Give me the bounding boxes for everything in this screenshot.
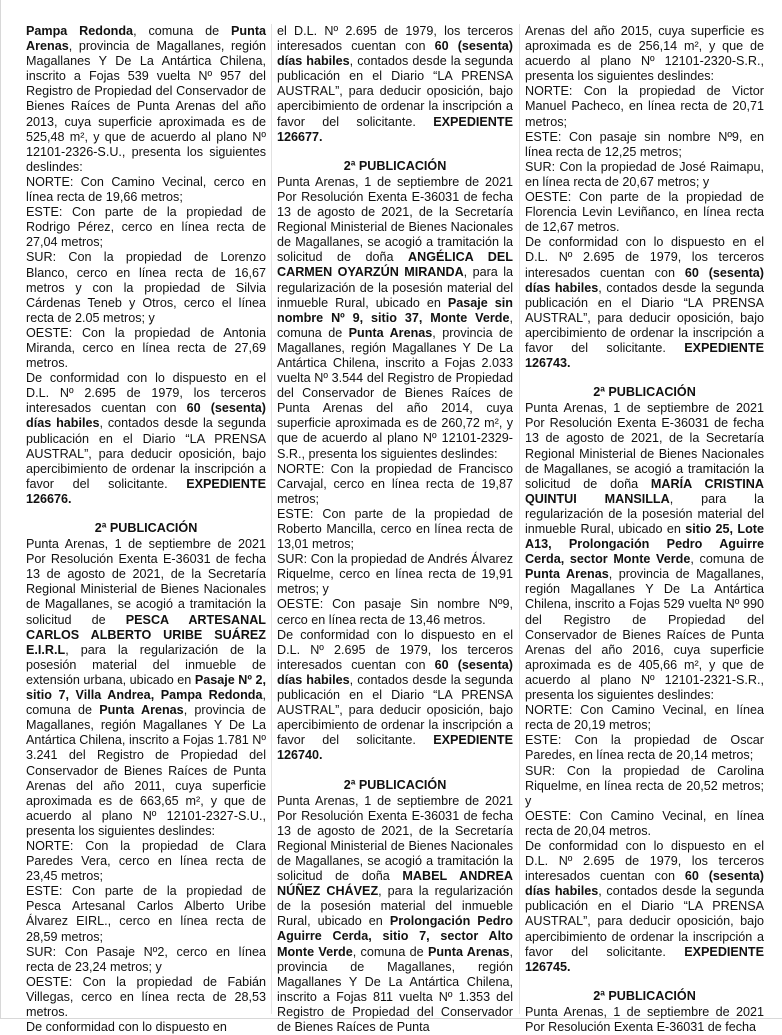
text-run: SUR: Con la propiedad de Lorenzo Blanco, cerco en línea recta de 16,67 metros y con la propiedad de Silvia Cárdenas Teneb y Otros, cerco el línea recta de 2.05 metros; y xyxy=(26,250,266,325)
text-run: , provincia de Magallanes, región Magallanes Y De La Antártica Chilena, inscrito a Fojas 2.033 vuelta Nº 3.544 del Registro de Propiedad del Conservador de Bienes Raíces de Punta Arenas del año 2014, cuya superficie aproximada es de 260,72 m², y que de acuerdo al plano Nº 12101-2329-S.R., presenta los siguientes deslindes: xyxy=(277,325,514,461)
text-run: , para la regularización de la posesión material del inmueble de extensión urbana, ubicado en xyxy=(26,642,266,687)
notice-paragraph xyxy=(525,160,764,190)
text-run: OESTE: Con Camino Vecinal, en línea recta de 20,04 metros. xyxy=(525,808,764,838)
text-run: , comuna de xyxy=(26,688,266,718)
notice-paragraph xyxy=(277,462,513,507)
text-run: , provincia de Magallanes, región Magallanes Y De La Antártica Chilena, inscrito a Fojas 529 vuelta Nº 990 del Registro de Propiedad del Conservador de Bienes Raíces de Punta Arenas del año 2016, cuya superficie aproximada es de 405,66 m², y que de acuerdo al plano Nº 12101-2321-S.R., presenta los siguientes deslindes: xyxy=(525,567,765,703)
text-run: , para la regularización de la posesión material del inmueble Rural, ubicado en xyxy=(277,884,513,929)
bold-text: PESCA ARTESANAL CARLOS ALBERTO URIBE SUÁREZ E.I.R.L xyxy=(26,612,266,657)
bold-text: Pampa Redonda xyxy=(26,24,134,38)
notice-paragraph xyxy=(525,733,764,763)
text-run: , comuna de xyxy=(133,24,232,38)
text-run: Punta Arenas, 1 de septiembre de 2021 Por Resolución Exenta E-36031 de fecha 13 de agosto de 2021, de la Secretaría Regional Ministerial de Bienes Nacionales de Magallanes, se acogió a tramitación la solicitud de doña xyxy=(277,174,513,265)
bold-text: EXPEDIENTE 126745. xyxy=(525,944,764,974)
bold-text: MABEL ANDREA NÚÑEZ CHÁVEZ xyxy=(277,869,514,899)
bold-text: EXPEDIENTE 126676. xyxy=(26,476,266,506)
notice-paragraph xyxy=(525,1005,764,1035)
bold-text: Punta Arenas xyxy=(348,325,433,340)
bold-text: 60 (sesenta) días habiles xyxy=(277,657,513,687)
notice-paragraph xyxy=(277,507,513,552)
notice-paragraph xyxy=(525,839,764,975)
text-run: , para la regularización de la posesión material del inmueble Rural, ubicado en xyxy=(277,265,513,310)
notice-paragraph xyxy=(525,703,764,733)
text-run: , contados desde la segunda publicación en el Diario “LA PRENSA AUSTRAL”, para deducir oposición, bajo apercibimiento de ordenar la inscripción a favor del solicitante. xyxy=(26,416,266,491)
notice-paragraph xyxy=(26,945,266,975)
text-run: De conformidad con lo dispuesto en el D.L. Nº 2.695 de 1979, los terceros interesados cuentan con xyxy=(525,838,764,884)
column-1 xyxy=(26,24,267,1035)
bold-text: Punta Arenas xyxy=(99,703,184,718)
column-3 xyxy=(525,24,765,1034)
bold-text: EXPEDIENTE 126677. xyxy=(277,114,513,144)
bold-text: Punta Arenas xyxy=(26,24,267,54)
section-heading: 2ª PUBLICACIÓN xyxy=(343,777,447,792)
bold-text: MARÍA CRISTINA QUINTUI MANSILLA xyxy=(525,476,764,506)
text-run: ESTE: Con la propiedad de Oscar Paredes, en línea recta de 20,14 metros; xyxy=(525,733,764,763)
bold-text: Punta Arenas xyxy=(525,567,609,582)
bold-text: 60 (sesenta) días habiles xyxy=(277,39,513,69)
notice-paragraph xyxy=(525,235,764,371)
section-heading: 2ª PUBLICACIÓN xyxy=(593,385,696,400)
text-run: De conformidad con lo dispuesto en el D.L. Nº 2.695 de 1979, los terceros interesados cuentan con xyxy=(525,235,764,280)
notice-paragraph xyxy=(277,175,513,462)
text-run: , provincia de Magallanes, región Magallanes Y De La Antártica Chilena, inscrito a Fojas 1.781 Nº 3.241 del Registro de Propiedad del Conservador de Bienes Raíces de Punta Arenas del año 2011, cuya superficie aproximada es de 663,65 m², y que de acuerdo al plano Nº 12101-2327-S.U., presenta los siguientes deslindes: xyxy=(26,703,267,838)
text-run: , provincia de Magallanes, región Magallanes Y De La Antártica Chilena, inscrito a Fojas 539 vuelta Nº 957 del Registro de Propiedad del Conservador de Bienes Raíces de Punta Arenas del año 2013, cuya superficie aproximada es de 525,48 m², y que de acuerdo al plano Nº 12101-2326-S.U., presenta los siguientes deslindes: xyxy=(26,39,266,174)
text-run: OESTE: Con la propiedad de Antonia Miranda, cerco en línea recta de 27,69 metros. xyxy=(26,325,266,371)
bold-text: Prolongación Pedro Aguirre Cerda, sitio 7, sector Alto Monte Verde xyxy=(277,914,513,959)
text-run: , contados desde la segunda publicación en el Diario “LA PRENSA AUSTRAL”, para deducir oposición, bajo apercibimiento de ordenar la inscripción a favor del solicitante. xyxy=(525,884,764,959)
text-run: SUR: Con la propiedad de José Raimapu, en línea recta de 20,67 metros; y xyxy=(525,159,764,189)
text-run: , comuna de xyxy=(690,552,765,567)
text-run: , comuna de xyxy=(352,944,428,959)
notice-paragraph xyxy=(525,24,764,84)
bold-text: sitio 25, Lote A13, Prolongación Pedro Aguirre Cerda, sector Monte Verde xyxy=(525,522,764,567)
notice-paragraph xyxy=(277,628,513,764)
text-run: Punta Arenas, 1 de septiembre de 2021 Por Resolución Exenta E-36031 de fecha 13 de agosto de 2021, de la Secretaría Regional Ministerial de Bienes Nacionales de Magallanes, se acogió a tramitación la solicitud de doña xyxy=(277,793,513,884)
notice-paragraph xyxy=(26,24,266,175)
text-run: ESTE: Con parte de la propiedad de Pesca Artesanal Carlos Alberto Uribe Álvarez EIRL., cerco en línea recta de 28,59 metros; xyxy=(26,884,266,944)
text-run: SUR: Con la propiedad de Carolina Riquelme, en línea recta de 20,52 metros; y xyxy=(525,763,764,808)
text-run: Arenas del año 2015, cuya superficie es aproximada es de 256,14 m², y que de acuerdo al plano Nº 12101-2320-S.R., presenta los siguientes deslindes: xyxy=(525,24,764,84)
bold-text: 60 (sesenta) días habiles xyxy=(525,869,764,899)
notice-paragraph xyxy=(525,809,764,839)
text-run: ESTE: Con pasaje sin nombre Nº9, en línea recta de 12,25 metros; xyxy=(525,129,764,159)
bold-text: Pasaje Nº 2, sitio 7, Villa Andrea, Pampa Redonda xyxy=(26,672,266,703)
text-run: ESTE: Con parte de la propiedad de Roberto Mancilla, cerco en línea recta de 13,01 metros; xyxy=(277,506,513,552)
text-run: , contados desde la segunda publicación en el Diario “LA PRENSA AUSTRAL”, para deducir oposición, bajo apercibimiento de ordenar la inscripción a favor del solicitante. xyxy=(277,54,513,129)
text-run: el D.L. Nº 2.695 de 1979, los terceros interesados cuentan con xyxy=(277,24,513,54)
text-run: SUR: Con Pasaje Nº2, cerco en línea recta de 23,24 metros; y xyxy=(26,944,266,974)
notice-paragraph xyxy=(26,884,266,944)
text-run: , contados desde la segunda publicación en el Diario “LA PRENSA AUSTRAL”, para deducir oposición, bajo apercibimiento de ordenar la inscripción a favor del solicitante. xyxy=(277,672,513,748)
text-run: De conformidad con lo dispuesto en el D.L. Nº 2.695 de 1979, los terceros interesados cuentan con xyxy=(277,627,513,672)
text-run: NORTE: Con la propiedad de Victor Manuel Pacheco, en línea recta de 20,71 metros; xyxy=(525,84,764,129)
text-run: , para la regularización de la posesión material del inmueble Rural, ubicado en xyxy=(525,491,764,536)
text-run: , contados desde la segunda publicación en el Diario “LA PRENSA AUSTRAL”, para deducir oposición, bajo apercibimiento de ordenar la inscripción a favor del solicitante. xyxy=(525,280,764,355)
notice-paragraph xyxy=(26,1020,266,1035)
notice-paragraph xyxy=(26,175,266,205)
text-run: De conformidad con lo dispuesto en xyxy=(26,1020,227,1035)
notice-paragraph xyxy=(277,24,513,145)
notice-paragraph xyxy=(26,250,266,325)
column-2 xyxy=(277,24,514,1034)
notice-paragraph xyxy=(277,552,513,597)
section-heading: 2ª PUBLICACIÓN xyxy=(343,158,447,173)
column-divider xyxy=(519,24,520,1014)
bold-text: Punta Arenas xyxy=(427,944,510,959)
text-run: Punta Arenas, 1 de septiembre de 2021 Por Resolución Exenta E-36031 de fecha 13 de agosto de 2021, de la Secretaría Regional Ministerial de Bienes Nacionales de Magallanes, se acogió a tramitación la solicitud de doña xyxy=(525,401,764,491)
bold-text: Pasaje sin nombre Nº 9, sitio 37, Monte Verde xyxy=(277,295,513,325)
notice-paragraph xyxy=(26,205,266,250)
text-run: SUR: Con la propiedad de Andrés Álvarez Riquelme, cerco en línea recta de 19,91 metros; y xyxy=(277,552,513,597)
text-run: Punta Arenas, 1 de septiembre de 2021 Por Resolución Exenta E-36031 de fecha xyxy=(525,1004,764,1034)
notice-paragraph xyxy=(525,84,764,129)
bold-text: 60 (sesenta) días habiles xyxy=(525,265,764,295)
notice-paragraph xyxy=(525,764,764,809)
notice-paragraph xyxy=(26,975,266,1020)
notice-paragraph xyxy=(26,326,266,371)
text-run: NORTE: Con Camino Vecinal, cerco en línea recta de 19,66 metros; xyxy=(26,174,266,205)
text-run: , provincia de Magallanes, región Magallanes Y De La Antártica Chilena, inscrito a Fojas 811 vuelta Nº 1.353 del Registro de Propiedad del Conservador de Bienes Raíces de Punta xyxy=(277,944,513,1034)
notice-paragraph xyxy=(525,401,764,703)
section-heading: 2ª PUBLICACIÓN xyxy=(593,988,696,1003)
section-heading: 2ª PUBLICACIÓN xyxy=(94,521,198,535)
notice-paragraph xyxy=(525,190,764,235)
bold-text: EXPEDIENTE 126740. xyxy=(277,733,513,763)
text-run: OESTE: Con la propiedad de Fabián Villegas, cerco en línea recta de 28,53 metros. xyxy=(26,974,266,1019)
notice-paragraph xyxy=(525,130,764,160)
text-run: Punta Arenas, 1 de septiembre de 2021 Por Resolución Exenta E-36031 de fecha 13 de agosto de 2021, de la Secretaría Regional Ministerial de Bienes Nacionales de Magallanes, se acogió a tramitación la solicitud de xyxy=(26,537,266,627)
notice-paragraph xyxy=(277,597,513,627)
notice-paragraph xyxy=(26,839,266,884)
bold-text: 60 (sesenta) días habiles xyxy=(26,401,266,431)
text-run: OESTE: Con parte de la propiedad de Florencia Levin Leviñanco, en línea recta de 12,67 metros. xyxy=(525,190,764,235)
text-run: NORTE: Con la propiedad de Clara Paredes Vera, cerco en línea recta de 23,45 metros; xyxy=(26,838,266,884)
text-run: NORTE: Con la propiedad de Francisco Carvajal, cerco en línea recta de 19,87 metros; xyxy=(277,461,513,506)
text-run: NORTE: Con Camino Vecinal, en línea recta de 20,19 metros; xyxy=(525,703,764,733)
notice-paragraph xyxy=(26,537,266,839)
text-run: , comuna de xyxy=(277,310,513,340)
notice-paragraph xyxy=(277,794,513,1035)
text-run: ESTE: Con parte de la propiedad de Rodrigo Pérez, cerco en línea recta de 27,04 metros; xyxy=(26,205,266,250)
notice-paragraph xyxy=(26,371,266,507)
column-divider xyxy=(271,24,272,1014)
bold-text: ANGÉLICA DEL CARMEN OYARZÚN MIRANDA xyxy=(277,250,513,280)
text-run: OESTE: Con pasaje Sin nombre Nº9, cerco en línea recta de 13,46 metros. xyxy=(277,597,513,627)
text-run: De conformidad con lo dispuesto en el D.L. Nº 2.695 de 1979, los terceros interesados cuentan con xyxy=(26,371,266,416)
bold-text: EXPEDIENTE 126743. xyxy=(525,340,764,371)
